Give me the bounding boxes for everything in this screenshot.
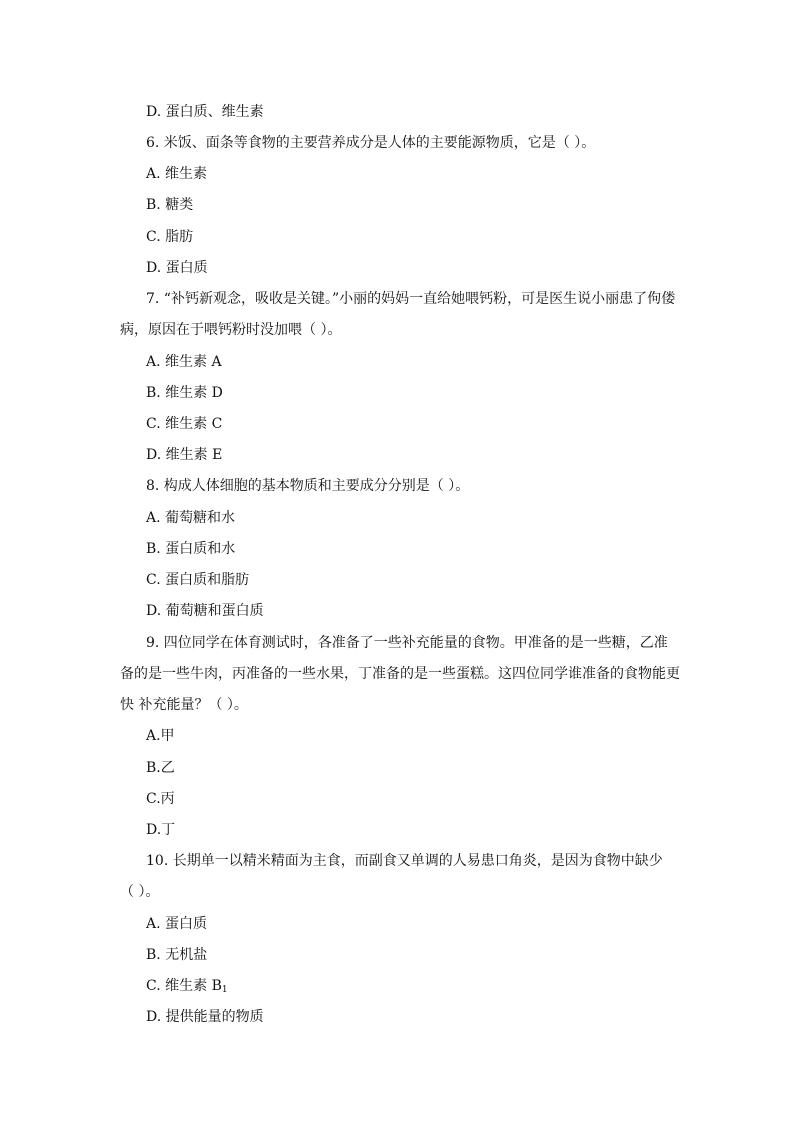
q10-option-c: [146, 976, 228, 1000]
q8-stem: 8. 构成人体细胞的基本物质和主要成分分别是（ ）。: [146, 478, 470, 494]
q5-option-d: D. 蛋白质、维生素: [146, 104, 264, 120]
q10-option-b: B. 无机盐: [146, 947, 208, 963]
q9-stem-line3: 快 补充能量？（ ）。: [120, 697, 248, 713]
q9-stem-line1: 9. 四位同学在体育测试时，各准备了一些补充能量的食物。甲准备的是一些糖，乙准: [146, 635, 668, 651]
q8-option-d: D. 葡萄糖和蛋白质: [146, 603, 264, 619]
q8-option-c: C. 蛋白质和脂肪: [146, 572, 250, 588]
q10-option-a: A. 蛋白质: [146, 916, 208, 932]
q7-option-a: A. 维生素 A: [146, 354, 222, 370]
q7-stem-line1: 7. “补钙新观念，吸收是关键。”小丽的妈妈一直给她喂钙粉，可是医生说小丽患了佝偻: [146, 291, 676, 307]
q6-option-a: A. 维生素: [146, 166, 208, 182]
q8-option-a: A. 葡萄糖和水: [146, 510, 236, 526]
q7-option-d: D. 维生素 E: [146, 447, 223, 463]
q6-option-d: D. 蛋白质: [146, 260, 208, 276]
q6-option-b: B. 糖类: [146, 197, 194, 213]
q9-option-a: A.甲: [146, 728, 175, 744]
q10-stem-line1: 10. 长期单一以精米精面为主食，而副食又单调的人易患口角炎，是因为食物中缺少: [146, 853, 663, 869]
q10-option-d: D. 提供能量的物质: [146, 1009, 264, 1025]
q6-stem: 6. 米饭、面条等食物的主要营养成分是人体的主要能源物质，它是（ ）。: [146, 135, 596, 151]
q9-option-d: D.丁: [146, 822, 176, 838]
q10-option-c-text: C. 维生素 B: [146, 978, 222, 994]
q7-option-c: C. 维生素 C: [146, 416, 223, 432]
q7-stem-line2: 病，原因在于喂钙粉时没加喂（ ）。: [120, 322, 342, 338]
q10-option-c-subscript: 1: [221, 985, 228, 995]
q8-option-b: B. 蛋白质和水: [146, 541, 236, 557]
q9-option-b: B.乙: [146, 760, 175, 776]
q10-stem-line2: （ ）。: [120, 884, 160, 900]
q9-stem-line2: 备的是一些牛肉，丙准备的一些水果，丁准备的是一些蛋糕。这四位同学谁准备的食物能更: [120, 666, 680, 682]
q9-option-c: C.丙: [146, 791, 175, 807]
q6-option-c: C. 脂肪: [146, 229, 194, 245]
q7-option-b: B. 维生素 D: [146, 385, 223, 401]
